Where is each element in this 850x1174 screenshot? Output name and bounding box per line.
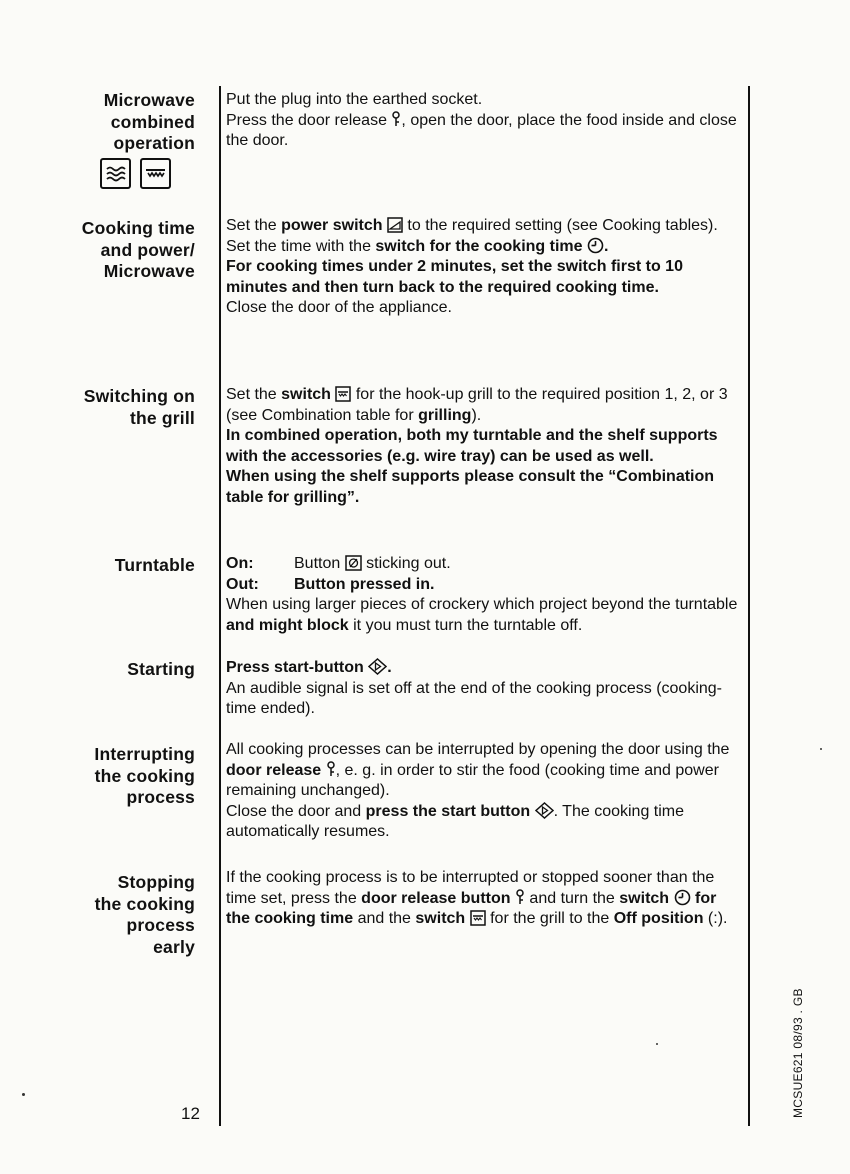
- paragraph: [226, 385, 742, 426]
- heading-microwave-combined: [104, 90, 195, 155]
- text: If the cooking process is to be interrupted or stopped sooner than the time set, press the: [226, 869, 715, 907]
- section-switching-on-grill: [226, 385, 742, 508]
- text: sticking out.: [361, 555, 451, 572]
- heading-line: the cooking: [94, 893, 195, 914]
- text: Close the door and: [226, 802, 366, 820]
- microwave-waves-icon: [100, 158, 131, 189]
- section-stopping-early: [226, 868, 742, 930]
- paragraph: [226, 111, 742, 152]
- door-release-icon: [391, 111, 401, 128]
- paragraph: In combined operation, both my turntable and the shelf supports with the accessories (e.g. wire tray) can be used as well.: [226, 427, 718, 465]
- text: , e. g. in order to stir the food (cooking time and power remaining unchanged).: [226, 761, 719, 799]
- mode-icons: [100, 158, 176, 189]
- grill-switch-icon: [470, 910, 486, 926]
- text: . The cooking time automatically resumes.: [226, 802, 685, 840]
- text: Set the time with the: [226, 237, 376, 255]
- on-text: [294, 554, 451, 575]
- heading-line: Cooking time: [81, 218, 195, 238]
- text: and turn the: [524, 889, 620, 907]
- heading-starting: [127, 659, 195, 681]
- section-microwave-combined: [226, 90, 742, 152]
- text: for the grill to the: [485, 910, 614, 927]
- text: it you must turn the turntable off.: [348, 616, 583, 634]
- turntable-icon: [345, 555, 362, 571]
- heading-line: Microwave: [103, 90, 195, 110]
- paragraph: Close the door of the appliance.: [226, 299, 452, 316]
- text: power switch: [281, 217, 383, 234]
- heading-interrupting: [94, 744, 195, 809]
- text: for the cooking time: [226, 889, 717, 927]
- text: Press start-button: [226, 659, 369, 676]
- door-release-icon: [515, 889, 525, 906]
- heading-line: Stopping: [117, 872, 195, 892]
- start-button-icon: [368, 658, 387, 675]
- text: grilling: [418, 406, 472, 424]
- heading-line: Starting: [127, 659, 195, 679]
- section-turntable: [226, 554, 742, 636]
- text: for the hook-up grill to the required position 1, 2, or 3 (see Combination table for: [226, 386, 728, 424]
- grill-switch-icon: [335, 386, 351, 402]
- heading-line: Turntable: [114, 555, 195, 575]
- heading-line: Microwave: [103, 261, 195, 281]
- paragraph: [226, 868, 742, 930]
- text: and might block: [226, 616, 349, 634]
- page-number: 12: [181, 1104, 200, 1123]
- text: Press the door release: [226, 111, 392, 129]
- text: switch for the cooking time: [375, 237, 583, 255]
- text: .: [387, 659, 392, 676]
- section-interrupting: [226, 740, 742, 843]
- timer-icon: [674, 889, 691, 906]
- text: switch: [619, 889, 670, 907]
- text: Set the: [226, 386, 282, 403]
- power-switch-icon: [387, 217, 403, 233]
- heading-cooking-time: [82, 218, 195, 283]
- right-column-rule: [748, 86, 750, 1126]
- text: All cooking processes can be interrupted by opening the door using the: [226, 741, 730, 758]
- heading-line: process: [126, 787, 195, 807]
- paragraph: An audible signal is set off at the end of the cooking process (cooking-time ended).: [226, 679, 723, 717]
- door-release-icon: [326, 761, 336, 778]
- heading-line: and power/: [100, 239, 195, 260]
- paragraph: Put the plug into the earthed socket.: [226, 91, 483, 108]
- text: to the required setting (see Cooking tables).: [402, 217, 718, 234]
- text: Off position: [613, 910, 704, 927]
- out-row: [226, 575, 742, 596]
- text: door release: [226, 761, 322, 779]
- text: ).: [471, 406, 482, 424]
- paragraph: When using the shelf supports please consult the “Combination table for grilling”.: [226, 468, 715, 506]
- heading-line: operation: [113, 133, 195, 153]
- out-label: Out:: [226, 575, 259, 593]
- text: switch: [281, 386, 331, 403]
- paragraph: [226, 595, 742, 636]
- timer-icon: [587, 237, 604, 254]
- paragraph: [226, 802, 742, 843]
- heading-line: Switching on: [83, 386, 195, 406]
- text: .: [604, 237, 609, 255]
- paragraph: [226, 237, 742, 258]
- left-column-rule: [219, 86, 221, 1126]
- grill-icon: [140, 158, 171, 189]
- text: and the: [353, 910, 416, 927]
- text: , open the door, place the food inside and close the door.: [226, 111, 737, 149]
- scan-speck: [22, 1093, 25, 1096]
- heading-line: early: [153, 936, 195, 957]
- text: (:).: [703, 910, 728, 927]
- text: Button: [294, 555, 345, 572]
- heading-line: combined: [110, 111, 195, 132]
- heading-stopping-early: [95, 872, 195, 958]
- scan-speck: [820, 748, 822, 750]
- heading-line: the cooking: [94, 765, 195, 786]
- heading-turntable: [115, 555, 195, 577]
- section-cooking-time: [226, 216, 742, 319]
- paragraph: For cooking times under 2 minutes, set the switch first to 10 minutes and then turn back to the required cooking time.: [226, 258, 683, 296]
- heading-switching-on-grill: [84, 386, 195, 429]
- paragraph: [226, 216, 742, 237]
- text: door release button: [361, 889, 511, 907]
- out-text: Button pressed in.: [294, 575, 435, 593]
- scan-speck: [656, 1043, 658, 1045]
- start-button-icon: [535, 802, 554, 819]
- on-row: [226, 554, 742, 575]
- paragraph: [226, 658, 742, 679]
- heading-line: Interrupting: [94, 744, 195, 764]
- text: Set the: [226, 217, 282, 234]
- on-label: On:: [226, 555, 254, 572]
- text: switch: [415, 910, 466, 927]
- heading-line: the grill: [130, 407, 195, 428]
- section-starting: [226, 658, 742, 720]
- heading-line: process: [126, 915, 195, 935]
- text: When using larger pieces of crockery which project beyond the turntable: [226, 596, 738, 613]
- paragraph: [226, 740, 742, 802]
- text: press the start button: [365, 802, 531, 820]
- document-code: MCSUE621 08/93 . GB: [791, 988, 805, 1118]
